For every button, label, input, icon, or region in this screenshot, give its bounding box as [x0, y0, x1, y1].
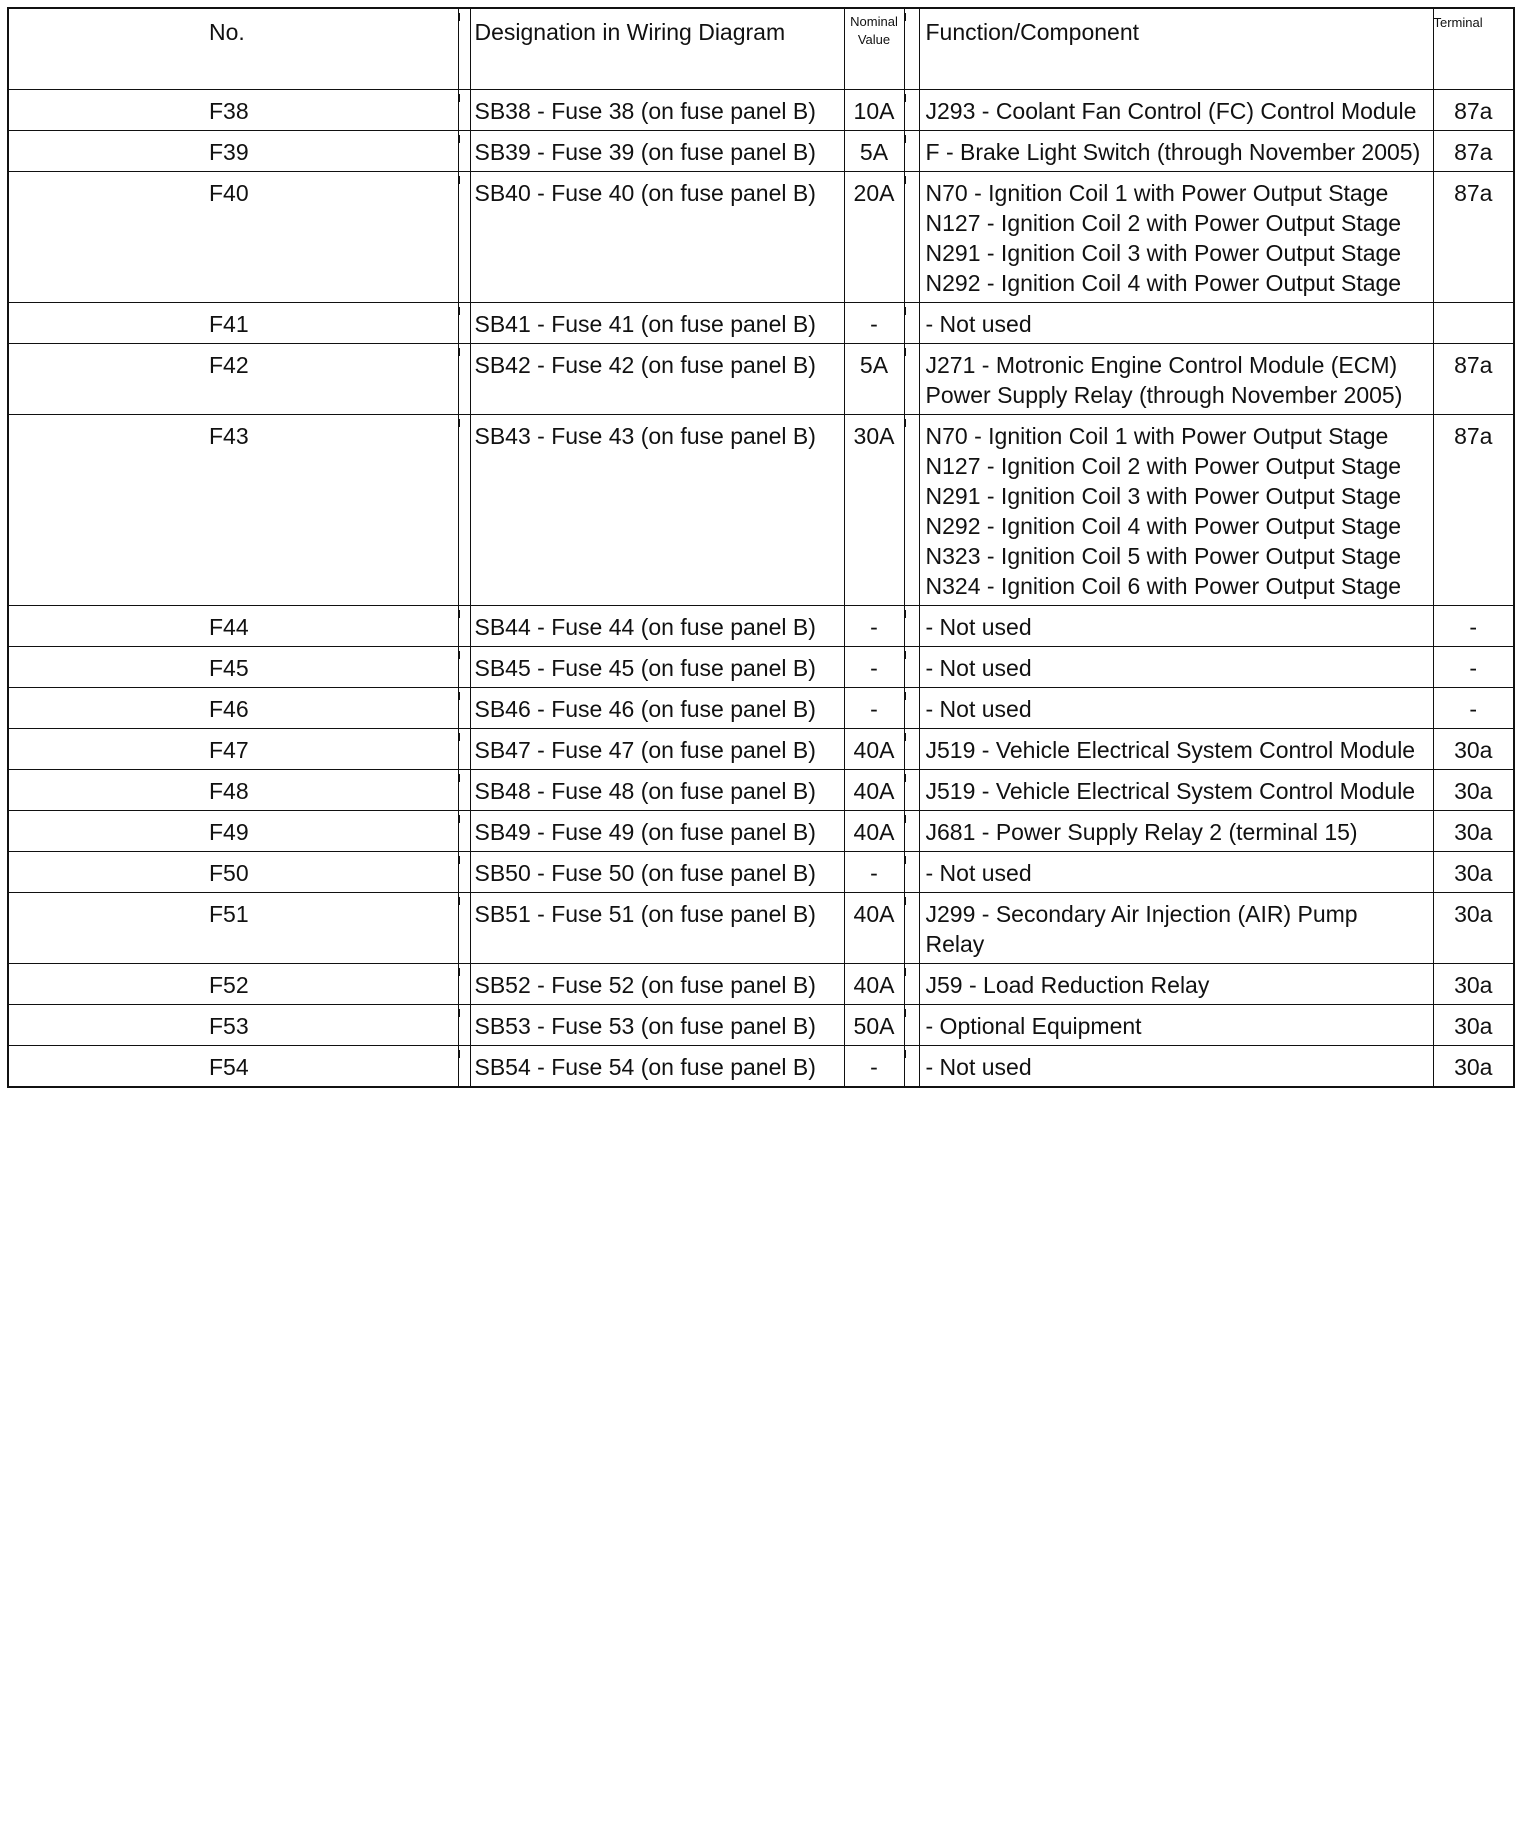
fuse-number: F41 — [8, 303, 458, 344]
terminal: 87a — [1433, 172, 1514, 303]
function-line: J519 - Vehicle Electrical System Control Module — [925, 778, 1416, 804]
header-function: Function/Component — [919, 8, 1433, 90]
nominal-value: 40A — [844, 770, 904, 811]
table-row — [8, 964, 1514, 1005]
column-gap — [458, 415, 470, 606]
fuse-number: F39 — [8, 131, 458, 172]
column-gap — [458, 344, 470, 415]
column-gap — [458, 770, 470, 811]
fuse-designation: SB51 - Fuse 51 (on fuse panel B) — [470, 893, 844, 964]
fuse-designation: SB45 - Fuse 45 (on fuse panel B) — [470, 647, 844, 688]
column-gap — [458, 647, 470, 688]
table-row — [8, 1046, 1514, 1088]
nominal-value: 30A — [844, 415, 904, 606]
nominal-value: 5A — [844, 344, 904, 415]
function-component — [919, 811, 1433, 852]
function-component — [919, 964, 1433, 1005]
function-component — [919, 131, 1433, 172]
nominal-value: 40A — [844, 964, 904, 1005]
column-gap — [904, 893, 919, 964]
column-gap — [904, 606, 919, 647]
terminal: - — [1433, 688, 1514, 729]
terminal: 30a — [1433, 852, 1514, 893]
terminal: 30a — [1433, 811, 1514, 852]
fuse-number: F38 — [8, 90, 458, 131]
column-gap — [904, 770, 919, 811]
column-gap — [458, 303, 470, 344]
header-gap — [458, 8, 470, 90]
terminal: - — [1433, 647, 1514, 688]
function-line: N291 - Ignition Coil 3 with Power Output Stage — [925, 483, 1402, 509]
nominal-value: 40A — [844, 811, 904, 852]
fuse-number: F48 — [8, 770, 458, 811]
function-component — [919, 647, 1433, 688]
function-component — [919, 606, 1433, 647]
fuse-designation: SB49 - Fuse 49 (on fuse panel B) — [470, 811, 844, 852]
fuse-designation: SB53 - Fuse 53 (on fuse panel B) — [470, 1005, 844, 1046]
table-row — [8, 647, 1514, 688]
function-component — [919, 729, 1433, 770]
function-line: - Not used — [925, 1054, 1032, 1080]
function-line: N324 - Ignition Coil 6 with Power Output Stage — [925, 573, 1402, 599]
table-row — [8, 811, 1514, 852]
column-gap — [904, 1046, 919, 1088]
fuse-number: F51 — [8, 893, 458, 964]
table-row — [8, 770, 1514, 811]
fuse-number: F53 — [8, 1005, 458, 1046]
function-line: J271 - Motronic Engine Control Module (ECM) Power Supply Relay (through November 2005) — [925, 352, 1403, 408]
function-line: N292 - Ignition Coil 4 with Power Output Stage — [925, 270, 1402, 296]
fuse-number: F44 — [8, 606, 458, 647]
fuse-designation: SB48 - Fuse 48 (on fuse panel B) — [470, 770, 844, 811]
function-component — [919, 344, 1433, 415]
header-terminal: Terminal — [1433, 8, 1514, 90]
fuse-number: F42 — [8, 344, 458, 415]
column-gap — [904, 1005, 919, 1046]
nominal-value: - — [844, 606, 904, 647]
table-row — [8, 606, 1514, 647]
function-component — [919, 688, 1433, 729]
table-row — [8, 688, 1514, 729]
fuse-designation: SB40 - Fuse 40 (on fuse panel B) — [470, 172, 844, 303]
column-gap — [904, 344, 919, 415]
table-row — [8, 852, 1514, 893]
fuse-designation: SB50 - Fuse 50 (on fuse panel B) — [470, 852, 844, 893]
column-gap — [904, 415, 919, 606]
fuse-designation: SB42 - Fuse 42 (on fuse panel B) — [470, 344, 844, 415]
column-gap — [458, 131, 470, 172]
fuse-table — [7, 7, 1515, 1088]
column-gap — [458, 90, 470, 131]
column-gap — [904, 90, 919, 131]
column-gap — [458, 964, 470, 1005]
table-row — [8, 893, 1514, 964]
header-no: No. — [8, 8, 458, 90]
fuse-designation: SB54 - Fuse 54 (on fuse panel B) — [470, 1046, 844, 1088]
column-gap — [904, 131, 919, 172]
fuse-number: F52 — [8, 964, 458, 1005]
fuse-designation: SB52 - Fuse 52 (on fuse panel B) — [470, 964, 844, 1005]
function-component — [919, 303, 1433, 344]
column-gap — [904, 172, 919, 303]
table-row — [8, 90, 1514, 131]
function-line: J293 - Coolant Fan Control (FC) Control Module — [925, 98, 1417, 124]
nominal-value: - — [844, 1046, 904, 1088]
terminal: 87a — [1433, 90, 1514, 131]
fuse-designation: SB39 - Fuse 39 (on fuse panel B) — [470, 131, 844, 172]
fuse-number: F49 — [8, 811, 458, 852]
nominal-value: 50A — [844, 1005, 904, 1046]
column-gap — [458, 1005, 470, 1046]
nominal-value: - — [844, 647, 904, 688]
function-line: J681 - Power Supply Relay 2 (terminal 15) — [925, 819, 1358, 845]
nominal-value: - — [844, 303, 904, 344]
function-line: N291 - Ignition Coil 3 with Power Output Stage — [925, 240, 1402, 266]
function-line: - Not used — [925, 614, 1032, 640]
function-component — [919, 415, 1433, 606]
terminal: 30a — [1433, 893, 1514, 964]
column-gap — [904, 688, 919, 729]
table-row — [8, 1005, 1514, 1046]
terminal: 87a — [1433, 344, 1514, 415]
table-row — [8, 172, 1514, 303]
function-component — [919, 770, 1433, 811]
fuse-number: F46 — [8, 688, 458, 729]
function-line: - Not used — [925, 860, 1032, 886]
function-line: N70 - Ignition Coil 1 with Power Output Stage — [925, 423, 1389, 449]
fuse-designation: SB43 - Fuse 43 (on fuse panel B) — [470, 415, 844, 606]
function-line: N70 - Ignition Coil 1 with Power Output Stage — [925, 180, 1389, 206]
function-line: N127 - Ignition Coil 2 with Power Output Stage — [925, 210, 1402, 236]
fuse-designation: SB44 - Fuse 44 (on fuse panel B) — [470, 606, 844, 647]
fuse-number: F47 — [8, 729, 458, 770]
column-gap — [458, 852, 470, 893]
function-component — [919, 893, 1433, 964]
function-line: J519 - Vehicle Electrical System Control Module — [925, 737, 1416, 763]
column-gap — [904, 647, 919, 688]
nominal-value: - — [844, 688, 904, 729]
terminal: 30a — [1433, 964, 1514, 1005]
fuse-designation: SB38 - Fuse 38 (on fuse panel B) — [470, 90, 844, 131]
fuse-number: F40 — [8, 172, 458, 303]
column-gap — [458, 606, 470, 647]
fuse-number: F43 — [8, 415, 458, 606]
function-line: J299 - Secondary Air Injection (AIR) Pump Relay — [925, 901, 1358, 957]
column-gap — [904, 964, 919, 1005]
column-gap — [458, 729, 470, 770]
column-gap — [458, 1046, 470, 1088]
nominal-value: 40A — [844, 893, 904, 964]
function-line: - Not used — [925, 696, 1032, 722]
function-line: - Optional Equipment — [925, 1013, 1142, 1039]
function-line: - Not used — [925, 655, 1032, 681]
terminal: 30a — [1433, 1046, 1514, 1088]
fuse-number: F54 — [8, 1046, 458, 1088]
column-gap — [904, 811, 919, 852]
function-component — [919, 1005, 1433, 1046]
header-designation: Designation in Wiring Diagram — [470, 8, 844, 90]
nominal-value: 5A — [844, 131, 904, 172]
function-line: F - Brake Light Switch (through November 2005) — [925, 139, 1421, 165]
column-gap — [458, 688, 470, 729]
function-component — [919, 90, 1433, 131]
column-gap — [904, 303, 919, 344]
function-component — [919, 1046, 1433, 1088]
table-row — [8, 303, 1514, 344]
function-line: N127 - Ignition Coil 2 with Power Output Stage — [925, 453, 1402, 479]
fuse-number: F45 — [8, 647, 458, 688]
terminal — [1433, 303, 1514, 344]
table-row — [8, 415, 1514, 606]
column-gap — [904, 852, 919, 893]
table-row — [8, 344, 1514, 415]
terminal: 30a — [1433, 729, 1514, 770]
column-gap — [458, 811, 470, 852]
fuse-designation: SB41 - Fuse 41 (on fuse panel B) — [470, 303, 844, 344]
function-component — [919, 172, 1433, 303]
header-gap — [904, 8, 919, 90]
header-nominal-value: Nominal Value — [844, 8, 904, 90]
table-header-row — [8, 8, 1514, 90]
table-row — [8, 131, 1514, 172]
nominal-value: 20A — [844, 172, 904, 303]
table-row — [8, 729, 1514, 770]
fuse-number: F50 — [8, 852, 458, 893]
function-component — [919, 852, 1433, 893]
nominal-value: - — [844, 852, 904, 893]
terminal: 87a — [1433, 131, 1514, 172]
nominal-value: 40A — [844, 729, 904, 770]
function-line: N292 - Ignition Coil 4 with Power Output Stage — [925, 513, 1402, 539]
function-line: N323 - Ignition Coil 5 with Power Output Stage — [925, 543, 1402, 569]
terminal: - — [1433, 606, 1514, 647]
fuse-designation: SB47 - Fuse 47 (on fuse panel B) — [470, 729, 844, 770]
column-gap — [904, 729, 919, 770]
terminal: 30a — [1433, 1005, 1514, 1046]
terminal: 30a — [1433, 770, 1514, 811]
fuse-designation: SB46 - Fuse 46 (on fuse panel B) — [470, 688, 844, 729]
column-gap — [458, 172, 470, 303]
column-gap — [458, 893, 470, 964]
function-line: J59 - Load Reduction Relay — [925, 972, 1210, 998]
terminal: 87a — [1433, 415, 1514, 606]
function-line: - Not used — [925, 311, 1032, 337]
nominal-value: 10A — [844, 90, 904, 131]
